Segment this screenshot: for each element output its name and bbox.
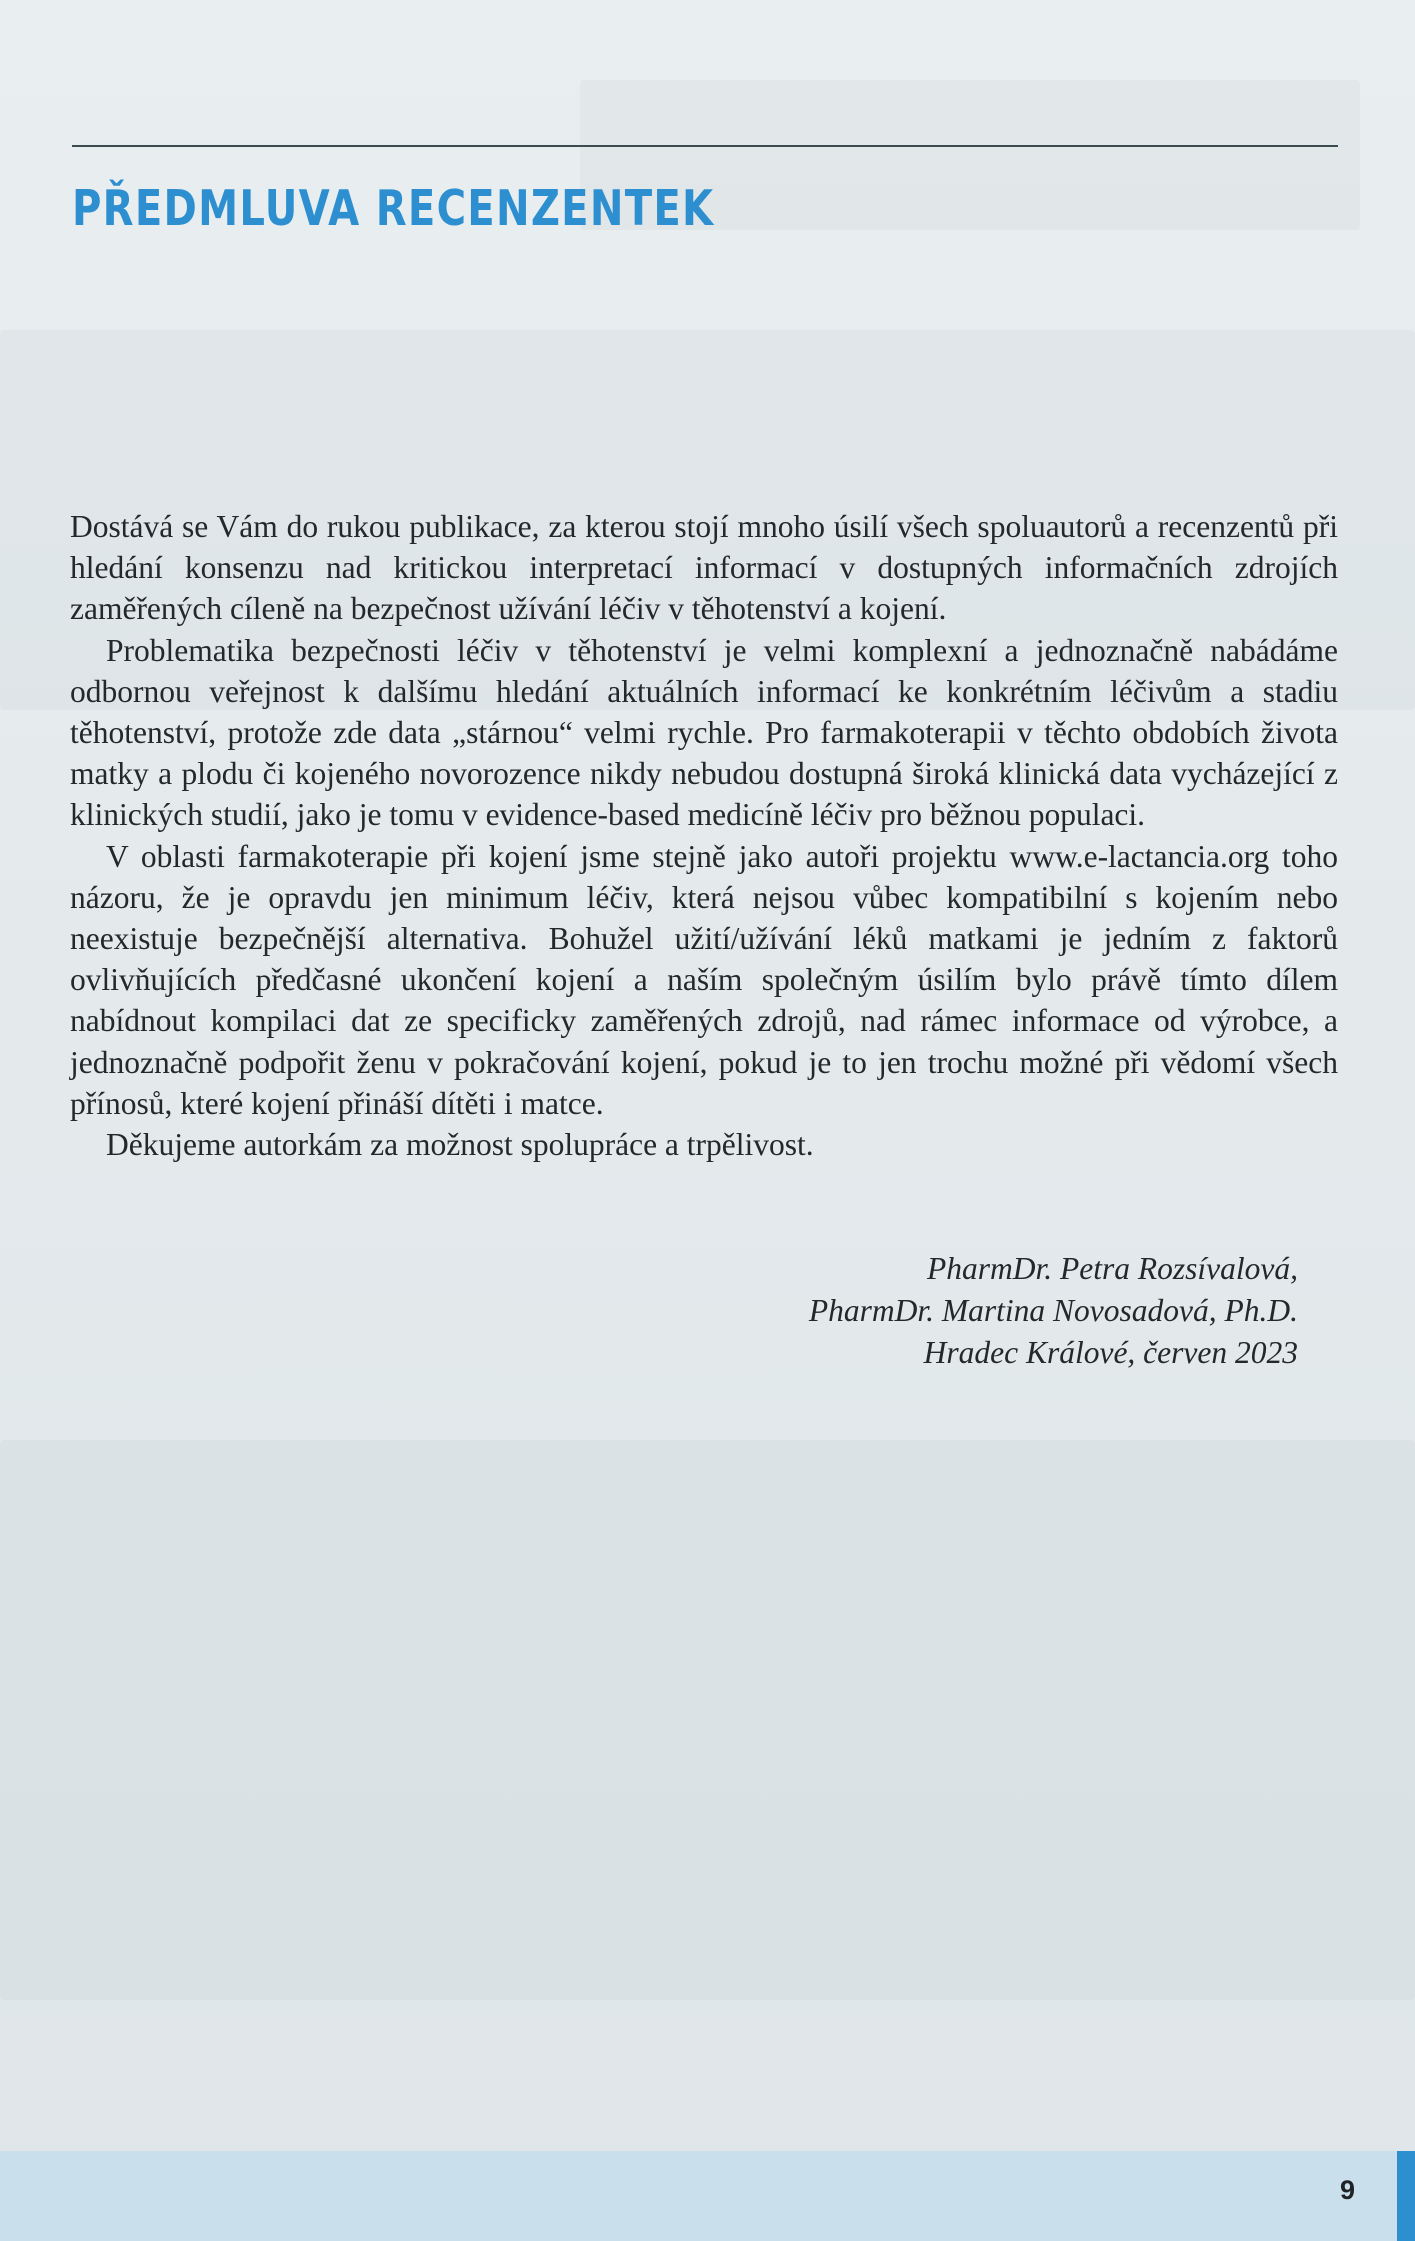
signature-line: PharmDr. Martina Novosadová, Ph.D. — [808, 1293, 1298, 1328]
preface-body — [70, 506, 1338, 1165]
show-through-shape — [0, 1440, 1415, 2000]
signature-block — [809, 1248, 1298, 1374]
footer-band — [0, 2151, 1397, 2241]
paragraph: Děkujeme autorkám za možnost spolupráce a trpělivost. — [106, 1127, 814, 1163]
footer-edge-marker — [1397, 2151, 1415, 2241]
page-title: PŘEDMLUVA RECENZENTEK — [72, 180, 715, 237]
page-number: 9 — [1339, 2175, 1355, 2205]
header-rule — [72, 145, 1338, 147]
signature-line: PharmDr. Petra Rozsívalová, — [927, 1251, 1298, 1286]
signature-place-date: Hradec Králové, červen 2023 — [923, 1335, 1298, 1370]
paragraph: Dostává se Vám do rukou publikace, za kterou stojí mnoho úsilí všech spoluautorů a recenzentů při hledání konsenzu nad kritickou interpretací informací v dostupných informačních zdrojích zaměřených cíleně na bezpečnost užívání léčiv v těhotenství a kojení. — [70, 509, 1338, 627]
paragraph: Problematika bezpečnosti léčiv v těhotenství je velmi komplexní a jednoznačně nabádáme odbornou veřejnost k dalšímu hledání aktuálních informací ke konkrétním léčivům a stadiu těhotenství, protože zde data „stárnou“ velmi rychle. Pro farmakoterapii v těchto obdobích života matky a plodu či kojeného novorozence nikdy nebudou dostupná široká klinická data vycházející z klinických studií, jako je tomu v evidence-based medicíně léčiv pro běžnou populaci. — [70, 632, 1338, 833]
paragraph: V oblasti farmakoterapie při kojení jsme stejně jako autoři projektu www.e-lactancia.org toho názoru, že je opravdu jen minimum léčiv, která nejsou vůbec kompatibilní s kojením nebo neexistuje bezpečnější alternativa. Bohužel užití/užívání léků matkami je jedním z faktorů ovlivňujících předčasné ukončení kojení a naším společným úsilím bylo právě tímto dílem nabídnout kompilaci dat ze specificky zaměřených zdrojů, nad rámec informace od výrobce, a jednoznačně podpořit ženu v pokračování kojení, pokud je to jen trochu možné při vědomí všech přínosů, které kojení přináší dítěti i matce. — [70, 838, 1338, 1121]
